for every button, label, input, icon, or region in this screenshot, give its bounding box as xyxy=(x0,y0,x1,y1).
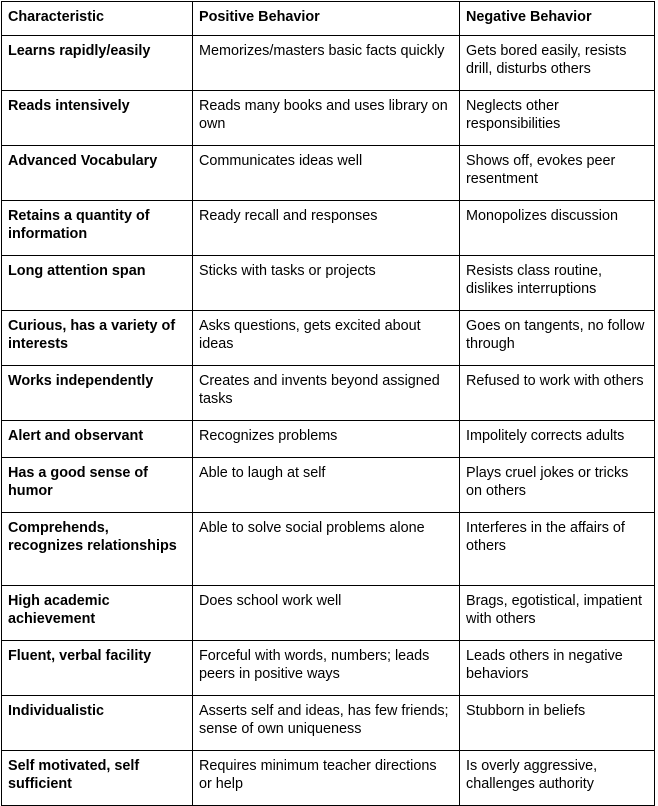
characteristic-cell: High academic achievement xyxy=(2,586,193,641)
characteristic-cell: Retains a quantity of information xyxy=(2,201,193,256)
positive-behavior-cell: Able to laugh at self xyxy=(193,458,460,513)
positive-behavior-cell: Forceful with words, numbers; leads peers in positive ways xyxy=(193,641,460,696)
table-row xyxy=(2,146,655,201)
positive-behavior-cell: Recognizes problems xyxy=(193,421,460,458)
table-row xyxy=(2,36,655,91)
characteristic-cell: Curious, has a variety of interests xyxy=(2,311,193,366)
negative-behavior-cell: Is overly aggressive, challenges authority xyxy=(460,751,655,806)
negative-behavior-cell: Plays cruel jokes or tricks on others xyxy=(460,458,655,513)
table-row xyxy=(2,91,655,146)
characteristic-cell: Learns rapidly/easily xyxy=(2,36,193,91)
table-row xyxy=(2,641,655,696)
negative-behavior-cell: Interferes in the affairs of others xyxy=(460,513,655,586)
characteristic-cell: Fluent, verbal facility xyxy=(2,641,193,696)
positive-behavior-cell: Creates and invents beyond assigned tasks xyxy=(193,366,460,421)
negative-behavior-cell: Neglects other responsibilities xyxy=(460,91,655,146)
positive-behavior-cell: Reads many books and uses library on own xyxy=(193,91,460,146)
table-row xyxy=(2,366,655,421)
positive-behavior-cell: Asserts self and ideas, has few friends; sense of own uniqueness xyxy=(193,696,460,751)
negative-behavior-cell: Gets bored easily, resists drill, disturbs others xyxy=(460,36,655,91)
header-negative-behavior: Negative Behavior xyxy=(460,2,655,36)
negative-behavior-cell: Leads others in negative behaviors xyxy=(460,641,655,696)
negative-behavior-cell: Goes on tangents, no follow through xyxy=(460,311,655,366)
table-row xyxy=(2,256,655,311)
table-row xyxy=(2,751,655,806)
table-row xyxy=(2,311,655,366)
positive-behavior-cell: Requires minimum teacher directions or help xyxy=(193,751,460,806)
table-row xyxy=(2,201,655,256)
characteristic-cell: Self motivated, self sufficient xyxy=(2,751,193,806)
negative-behavior-cell: Brags, egotistical, impatient with others xyxy=(460,586,655,641)
negative-behavior-cell: Refused to work with others xyxy=(460,366,655,421)
behavior-table xyxy=(1,1,655,806)
negative-behavior-cell: Stubborn in beliefs xyxy=(460,696,655,751)
characteristic-cell: Long attention span xyxy=(2,256,193,311)
table-row xyxy=(2,586,655,641)
negative-behavior-cell: Resists class routine, dislikes interruptions xyxy=(460,256,655,311)
characteristic-cell: Alert and observant xyxy=(2,421,193,458)
header-characteristic: Characteristic xyxy=(2,2,193,36)
negative-behavior-cell: Monopolizes discussion xyxy=(460,201,655,256)
table-body xyxy=(2,36,655,806)
characteristic-cell: Reads intensively xyxy=(2,91,193,146)
table-row xyxy=(2,421,655,458)
positive-behavior-cell: Sticks with tasks or projects xyxy=(193,256,460,311)
characteristic-cell: Advanced Vocabulary xyxy=(2,146,193,201)
table-row xyxy=(2,696,655,751)
positive-behavior-cell: Does school work well xyxy=(193,586,460,641)
header-row xyxy=(2,2,655,36)
table-row xyxy=(2,458,655,513)
negative-behavior-cell: Impolitely corrects adults xyxy=(460,421,655,458)
header-positive-behavior: Positive Behavior xyxy=(193,2,460,36)
characteristic-cell: Comprehends, recognizes relationships xyxy=(2,513,193,586)
positive-behavior-cell: Memorizes/masters basic facts quickly xyxy=(193,36,460,91)
positive-behavior-cell: Able to solve social problems alone xyxy=(193,513,460,586)
positive-behavior-cell: Asks questions, gets excited about ideas xyxy=(193,311,460,366)
characteristic-cell: Individualistic xyxy=(2,696,193,751)
positive-behavior-cell: Ready recall and responses xyxy=(193,201,460,256)
table-row xyxy=(2,513,655,586)
positive-behavior-cell: Communicates ideas well xyxy=(193,146,460,201)
negative-behavior-cell: Shows off, evokes peer resentment xyxy=(460,146,655,201)
characteristic-cell: Works independently xyxy=(2,366,193,421)
characteristic-cell: Has a good sense of humor xyxy=(2,458,193,513)
